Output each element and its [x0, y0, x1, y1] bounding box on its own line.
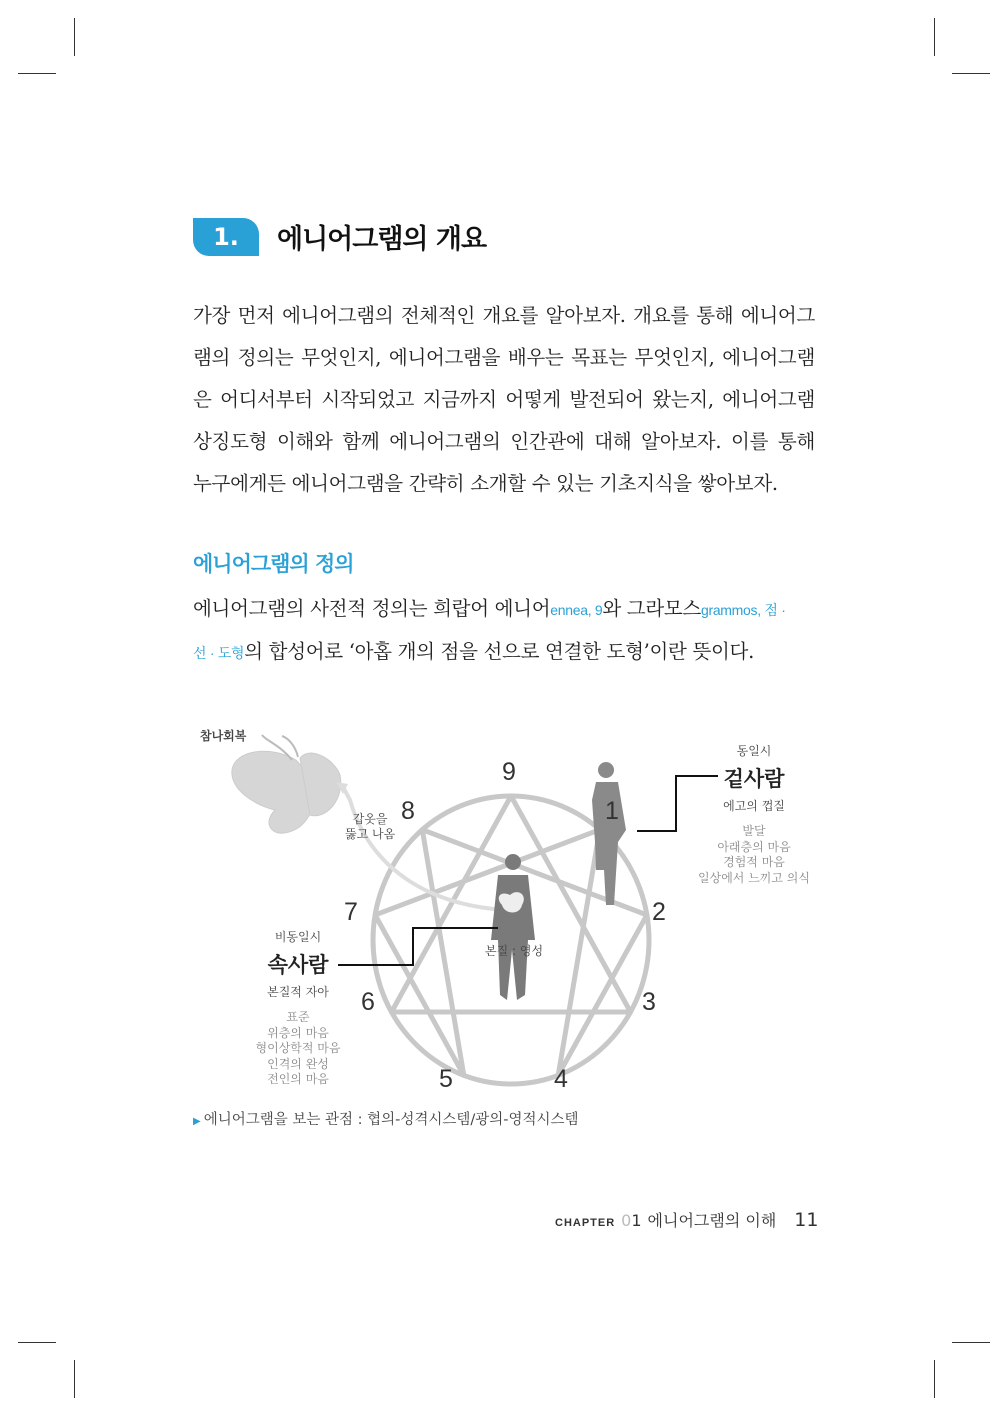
- center-label: 본질 : 영성: [485, 944, 544, 958]
- text: 에고의 껍질: [723, 799, 785, 813]
- point-1: 1: [605, 797, 619, 825]
- caption-text: 에니어그램을 보는 관점 : 협의-성격시스템/광의-영적시스템: [203, 1112, 579, 1128]
- triangle-bullet-icon: ▶: [193, 1116, 201, 1127]
- note-grammos-cont: 선 · 도형: [193, 645, 245, 661]
- text: 와 그라모스: [602, 597, 701, 620]
- text: 발달: [742, 824, 766, 838]
- text: 위층의 마음: [267, 1025, 329, 1040]
- chapter-num-prefix: 0: [621, 1211, 632, 1230]
- text: 뚫고 나옴: [345, 827, 396, 841]
- text: 표준: [286, 1010, 310, 1024]
- point-5: 5: [439, 1065, 453, 1093]
- butterfly-icon: [232, 735, 341, 833]
- text: 형이상학적 마음: [255, 1041, 341, 1055]
- text-line: 가장 먼저 에니어그램의 전체적인 개요를 알아보자. 개요를 통해 에니어그: [193, 304, 815, 327]
- point-8: 8: [401, 797, 415, 825]
- outer-self-name: 겉사람: [723, 767, 785, 791]
- outer-person-icon: [592, 762, 626, 905]
- section-number-badge: 1.: [193, 218, 259, 256]
- text-line: 상징도형 이해와 함께 에니어그램의 인간관에 대해 알아보자. 이를 통해: [193, 430, 815, 453]
- text: 본질적 자아: [267, 985, 329, 999]
- text: 에니어그램의 사전적 정의는 희랍어 에니어: [193, 597, 551, 620]
- text: 경험적 마음: [723, 855, 785, 869]
- text: 전인의 마음: [267, 1072, 329, 1086]
- figure-caption: [193, 1108, 579, 1129]
- point-9: 9: [502, 758, 516, 786]
- text-line: 램의 정의는 무엇인지, 에니어그램을 배우는 목표는 무엇인지, 에니어그램: [193, 346, 815, 369]
- arrow-label: [345, 812, 395, 842]
- note-grammos: grammos, 점 ·: [700, 602, 786, 618]
- point-4: 4: [554, 1065, 568, 1093]
- chapter-title: 에니어그램의 이해: [647, 1211, 777, 1230]
- text: 동일시: [736, 744, 772, 758]
- text: 비동일시: [274, 930, 322, 944]
- text: 인격의 완성: [267, 1056, 329, 1071]
- section-title: 에니어그램의 개요: [277, 224, 487, 255]
- text: 갑옷을: [352, 812, 388, 826]
- inner-self-block: [252, 928, 344, 1088]
- page-footer: [555, 1208, 818, 1231]
- text-line: 누구에게든 에니어그램을 간략히 소개할 수 있는 기초지식을 쌓아보자.: [193, 472, 778, 495]
- inner-self-name: 속사람: [267, 953, 329, 977]
- text: 아래층의 마음: [717, 839, 791, 854]
- point-2: 2: [652, 898, 666, 926]
- butterfly-label: 참나회복: [200, 729, 247, 743]
- point-7: 7: [344, 898, 358, 926]
- page-number: 11: [794, 1209, 819, 1231]
- chapter-label: CHAPTER: [555, 1217, 616, 1229]
- chapter-num: 1: [631, 1211, 642, 1230]
- point-6: 6: [361, 988, 375, 1016]
- text: 의 합성어로 ‘아홉 개의 점을 선으로 연결한 도형’이란 뜻이다.: [244, 640, 754, 663]
- outer-self-block: [696, 742, 812, 886]
- note-ennea: ennea, 9: [550, 602, 603, 618]
- text-line: 은 어디서부터 시작되었고 지금까지 어떻게 발전되어 왔는지, 에니어그램: [193, 388, 815, 411]
- point-3: 3: [642, 988, 656, 1016]
- subsection-title: 에니어그램의 정의: [193, 552, 354, 576]
- text: 일상에서 느끼고 의식: [698, 870, 810, 885]
